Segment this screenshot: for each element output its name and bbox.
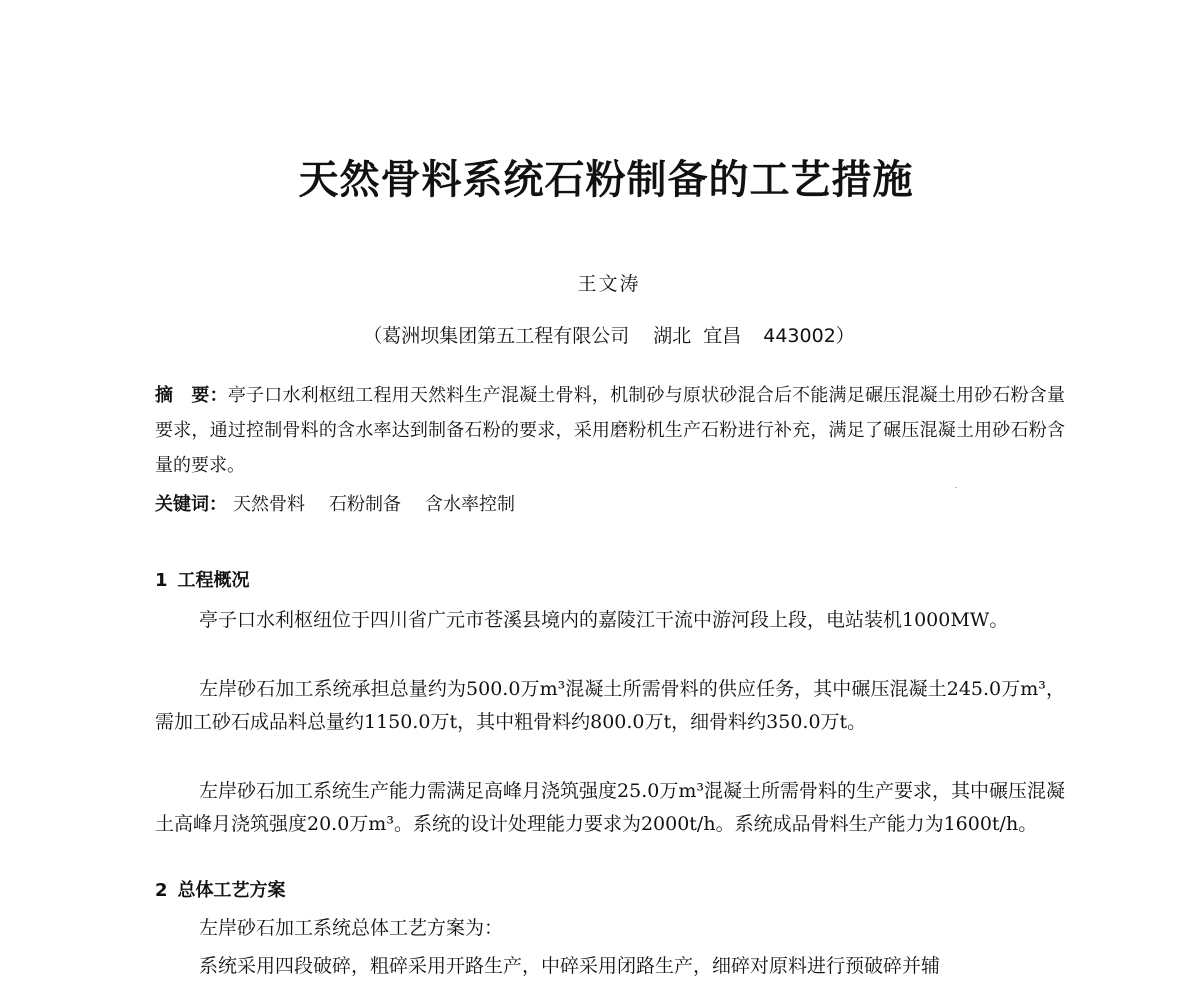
body-paragraph: 左岸砂石加工系统承担总量约为500.0万m³混凝土所需骨料的供应任务，其中碾压混凝土245.0万m³，需加工砂石成品料总量约1150.0万t，其中粗骨料约800.0万t，细骨料约350.0万t。 — [155, 678, 1065, 733]
affiliation-open-paren: （ — [363, 325, 383, 347]
affiliation-close-paren: ） — [835, 325, 855, 347]
body-paragraph: 亭子口水利枢纽位于四川省广元市苍溪县境内的嘉陵江干流中游河段上段，电站装机1000MW。 — [199, 609, 1009, 631]
keywords — [155, 487, 1065, 522]
keywords-label: 关键词： — [155, 494, 227, 515]
affiliation-city: 宜昌 — [703, 325, 742, 347]
keyword-item: 天然骨料 — [233, 494, 305, 515]
paper-title: 天然骨料系统石粉制备的工艺措施 — [298, 157, 914, 203]
body-paragraph: 系统采用四段破碎，粗碎采用开路生产，中碎采用闭路生产，细碎对原料进行预破碎并辅 — [199, 955, 941, 977]
section-title: 工程概况 — [177, 570, 250, 591]
section-heading-2 — [155, 876, 286, 906]
abstract — [155, 378, 1065, 483]
keyword-item: 石粉制备 — [329, 494, 401, 515]
author-name: 王文涛 — [577, 273, 641, 295]
section-title: 总体工艺方案 — [177, 880, 286, 901]
affiliation-postcode: 443002 — [763, 325, 836, 347]
body-paragraph: 左岸砂石加工系统生产能力需满足高峰月浇筑强度25.0万m³混凝土所需骨料的生产要求，其中碾压混凝土高峰月浇筑强度20.0万m³。系统的设计处理能力要求为2000t/h。系统成品骨料生产能力为1600t/h。 — [155, 780, 1065, 835]
scan-speck — [955, 487, 957, 488]
abstract-text: 亭子口水利枢纽工程用天然料生产混凝土骨料，机制砂与原状砂混合后不能满足碾压混凝土用砂石粉含量要求，通过控制骨料的含水率达到制备石粉的要求，采用磨粉机生产石粉进行补充，满足了碾压混凝土用砂石粉含量的要求。 — [155, 385, 1066, 476]
affiliation-organization: 葛洲坝集团第五工程有限公司 — [382, 325, 630, 347]
section-number: 2 — [155, 880, 168, 901]
body-paragraph: 左岸砂石加工系统总体工艺方案为： — [199, 917, 504, 939]
keyword-item: 含水率控制 — [425, 494, 515, 515]
section-heading-1 — [155, 566, 250, 596]
affiliation-province: 湖北 — [653, 325, 692, 347]
abstract-label: 摘 要： — [155, 385, 228, 406]
section-number: 1 — [155, 570, 168, 591]
author-affiliation — [0, 320, 1200, 352]
